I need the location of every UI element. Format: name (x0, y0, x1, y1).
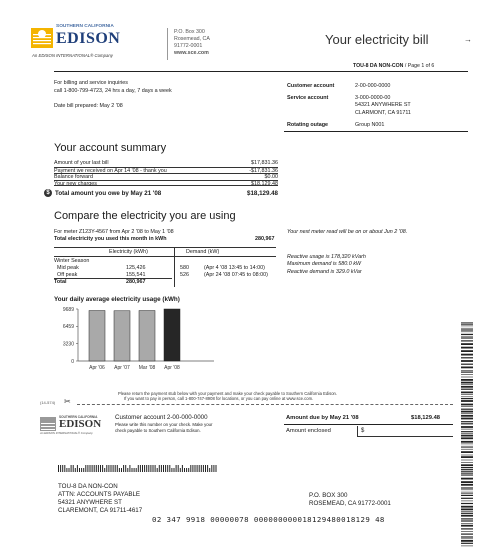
barcode-bar (461, 437, 473, 439)
barcode-bar (461, 332, 473, 333)
barcode-bar (176, 465, 177, 472)
summary-row-value: $0.00 (264, 174, 278, 180)
stub-note-line: check payable to Southern California Edison. (115, 427, 201, 433)
barcode-bar (157, 468, 158, 472)
barcode-bar (461, 513, 473, 514)
barcode-bar (461, 337, 473, 338)
barcode-bar (209, 468, 210, 472)
barcode-bar (461, 447, 473, 448)
date-prepared: Date bill prepared: May 2 '08 (54, 103, 123, 110)
usage-total-label: Total (54, 279, 67, 285)
amount-enclosed-field[interactable] (357, 426, 453, 437)
barcode-bar (461, 377, 473, 378)
barcode-bar (461, 435, 473, 437)
stub-customer-account: Customer account 2-00-000-0000 (115, 414, 208, 421)
barcode-bar (461, 523, 473, 524)
barcode-bar (461, 343, 473, 345)
barcode-bar (461, 501, 473, 502)
barcode-bar (461, 374, 473, 375)
barcode-bar (66, 468, 67, 472)
barcode-bar (69, 468, 70, 472)
barcode-bar (461, 421, 473, 422)
barcode-bar (461, 384, 473, 385)
barcode-bar (461, 471, 473, 472)
website-link[interactable]: www.sce.com (174, 49, 209, 56)
barcode-bar (79, 468, 80, 472)
barcode-bar (461, 444, 473, 445)
barcode-bar (90, 465, 91, 472)
summary-row-label: Payment we received on Apr 14 '08 - thank you (54, 167, 167, 174)
barcode-bar (461, 386, 473, 388)
x-tick-label: Apr '07 (114, 365, 130, 371)
header-rule (54, 71, 468, 72)
barcode-bar (461, 462, 473, 463)
address-line: Rosemead, CA (174, 35, 210, 42)
barcode-bar (197, 465, 198, 472)
stub-instruction: If you want to pay in person, call 1-800-747-8908 for locations, or you can pay online at www.sce.com. (124, 396, 314, 402)
meter-line: For meter Z123Y-4567 from Apr 2 '08 to May 1 '08 (54, 229, 174, 235)
barcode-bar (142, 465, 143, 472)
bar-2 (139, 311, 155, 361)
barcode-bar (71, 465, 72, 472)
barcode-bar (461, 446, 473, 447)
barcode-bar (461, 324, 473, 325)
barcode-bar (169, 465, 170, 472)
barcode-bar (461, 328, 473, 329)
barcode-bar (461, 426, 473, 428)
reactive-usage: Reactive usage is 178,320 kVarh (287, 254, 366, 260)
customer-account-value: 2-00-000-0000 (355, 83, 391, 89)
summary-row-value: $17,831.36 (251, 160, 278, 166)
barcode-bar (190, 465, 191, 472)
barcode-bar (461, 528, 473, 529)
barcode-bar (161, 465, 162, 472)
remit-block (309, 492, 391, 508)
barcode-bar (174, 468, 175, 472)
arrow-right-icon: → (464, 35, 472, 44)
usage-row-note: (Apr 4 '08 13:45 to 14:00) (204, 264, 265, 271)
barcode-bar (167, 465, 168, 472)
barcode-bar (121, 468, 122, 472)
barcode-bar (461, 326, 473, 327)
barcode-bar (136, 468, 137, 472)
barcode-bar (461, 415, 473, 417)
summary-total-value: $18,129.48 (247, 189, 278, 197)
barcode-bar (58, 465, 59, 472)
barcode-bar (85, 465, 86, 472)
barcode-bar (461, 536, 473, 537)
logo-wordmark: EDISON (56, 30, 121, 47)
barcode-bar (165, 465, 166, 472)
barcode-bar (203, 465, 204, 472)
barcode-bar (461, 379, 473, 381)
barcode-bar (461, 392, 473, 394)
barcode-bar (461, 509, 473, 511)
barcode-bar (171, 468, 172, 472)
barcode-bar (461, 433, 473, 434)
summary-heading: Your account summary (54, 142, 167, 154)
page-label: Page 1 of 6 (407, 63, 435, 69)
usage-heading: Compare the electricity you are using (54, 210, 236, 222)
usage-row-kw: 526 (180, 271, 189, 278)
barcode-bar (127, 468, 128, 472)
summary-row-label: Your new charges (54, 180, 97, 187)
barcode-bar (461, 469, 473, 470)
barcode-bar (461, 449, 473, 450)
summary-row-label: Amount of your last bill (54, 160, 109, 166)
barcode-bar (108, 465, 109, 472)
phone-line: call 1-800-799-4723, 24 hrs a day, 7 days a week (54, 87, 172, 94)
usage-total-value: 280,967 (126, 279, 146, 285)
barcode-bar (117, 465, 118, 472)
barcode-bar (461, 404, 473, 406)
usage-row-label: Off peak (57, 271, 78, 278)
rotating-outage-value: Group N001 (355, 122, 385, 128)
barcode-bar (461, 520, 473, 521)
y-tick-label: 0 (71, 358, 74, 365)
barcode-bar (461, 455, 473, 456)
table-total-rule (54, 278, 172, 279)
stub-instruction: Please return the payment stub below with your payment and make your check payable to Southern California Edison. (118, 391, 338, 396)
remit-line: ROSEMEAD, CA 91772-0001 (309, 500, 391, 508)
company-name: SOUTHERN CALIFORNIA (56, 24, 114, 29)
summary-total-label: Total amount you owe by May 21 '08 (55, 189, 162, 197)
tear-line (77, 404, 453, 405)
barcode-bar (461, 518, 473, 519)
billing-info (54, 80, 172, 111)
barcode-bar (184, 468, 185, 472)
usage-table (54, 247, 276, 293)
barcode-bar (461, 493, 473, 494)
barcode-bar (461, 357, 473, 358)
addressee-line: 54321 ANYWHERE ST (58, 499, 122, 507)
address-line: 91772-0001 (174, 42, 203, 49)
usage-row-kw: 580 (180, 264, 189, 271)
barcode-bar (461, 336, 473, 337)
barcode-bar (461, 525, 473, 527)
barcode-bar (211, 465, 212, 472)
barcode-bar (461, 487, 473, 488)
bill-title: Your electricity bill (325, 32, 429, 47)
rotating-outage-label: Rotating outage (287, 122, 329, 128)
barcode-bar (461, 367, 473, 369)
barcode-bar (129, 465, 130, 472)
reactive-info (287, 254, 366, 276)
barcode-bar (461, 484, 473, 486)
billing-inquiries: For billing and service inquiries (54, 80, 129, 86)
barcode-bar (461, 473, 473, 474)
barcode-bar (461, 515, 473, 517)
barcode-bar (461, 382, 473, 384)
barcode-bar (461, 400, 473, 402)
barcode-bar (163, 465, 164, 472)
y-tick-label: 6459 (62, 324, 74, 331)
barcode-bar (178, 465, 179, 472)
barcode-bar (73, 465, 74, 472)
barcode-bar (102, 465, 103, 472)
barcode-bar (461, 418, 473, 420)
edison-stub-logo-icon (40, 415, 56, 431)
barcode-bar (461, 546, 473, 547)
header-address (174, 29, 210, 57)
barcode-bar (461, 539, 473, 540)
summary-row-label: Balance forward (54, 174, 93, 180)
barcode-bar (192, 465, 193, 472)
barcode-bar (132, 468, 133, 472)
barcode-bar (461, 490, 473, 491)
usage-row-label: Mid peak (57, 264, 79, 271)
summary-row (54, 180, 278, 187)
barcode-bar (153, 465, 154, 472)
barcode-bar (461, 475, 473, 476)
barcode-bar (461, 389, 473, 390)
barcode-bar (199, 465, 200, 472)
barcode-bar (461, 534, 473, 535)
stub-company: SOUTHERN CALIFORNIA (59, 415, 98, 419)
barcode-bar (140, 465, 141, 472)
barcode-bar (75, 468, 76, 472)
barcode-bar (461, 322, 473, 323)
tagline: An EDISON INTERNATIONAL® Company (32, 53, 113, 58)
stub-note-line: Please write this number on your check. Make your (115, 422, 213, 427)
barcode-bar (461, 495, 473, 496)
barcode-bar (461, 498, 473, 499)
barcode-bar (461, 492, 473, 493)
barcode-bar (113, 465, 114, 472)
barcode-bar (461, 370, 473, 371)
barcode-bar (159, 465, 160, 472)
barcode-bar (461, 478, 473, 480)
col-electricity: Electricity (kWh) (109, 249, 148, 255)
addressee-line: ATTN: ACCOUNTS PAYABLE (58, 491, 141, 499)
barcode-bar (106, 465, 107, 472)
service-address: CLARMONT, CA 91711 (355, 109, 411, 116)
bar-0 (89, 311, 105, 361)
barcode-bar (461, 406, 473, 407)
season-label: Winter Season (54, 257, 90, 264)
stub-instructions (118, 391, 337, 402)
barcode-bar (150, 465, 151, 472)
barcode-bar (201, 465, 202, 472)
barcode-bar (62, 465, 63, 472)
barcode-bar (461, 531, 473, 532)
barcode-bar (461, 398, 473, 399)
barcode-bar (461, 456, 473, 458)
barcode-bar (461, 394, 473, 395)
barcode-bar (60, 465, 61, 472)
barcode-bar (461, 350, 473, 352)
barcode-bar (125, 465, 126, 472)
barcode-bar (461, 360, 473, 362)
summary-row-value: -$17,831.36 (249, 167, 278, 174)
service-account-value (355, 95, 411, 117)
barcode-bar (111, 465, 112, 472)
barcode-bar (119, 468, 120, 472)
barcode-bar (87, 465, 88, 472)
total-kwh-label: Total electricity you used this month in kWh (54, 236, 167, 242)
barcode-bar (461, 540, 473, 542)
side-barcode (461, 322, 473, 548)
amount-enclosed-dollar: $ (361, 428, 365, 434)
y-tick-label: 3230 (62, 341, 74, 348)
barcode-bar (461, 411, 473, 413)
barcode-bar (461, 431, 473, 432)
barcode-bar (182, 465, 183, 472)
service-address: 54321 ANYWHERE ST (355, 102, 411, 109)
barcode-bar (115, 465, 116, 472)
barcode-bar (148, 465, 149, 472)
addressee-line: TOU-8 DA NON-CON (58, 483, 118, 490)
remit-line: P.O. BOX 300 (309, 492, 348, 499)
barcode-bar (461, 409, 473, 410)
x-tick-label: Apr '08 (164, 365, 180, 371)
header-logo (31, 22, 141, 62)
barcode-bar (461, 413, 473, 414)
x-tick-label: Apr '06 (89, 365, 105, 371)
usage-row-note: (Apr 24 '08 07:45 to 08:00) (204, 271, 268, 278)
amount-due-value: $18,129.48 (411, 415, 441, 421)
barcode-bar (461, 441, 473, 443)
barcode-bar (195, 465, 196, 472)
bar-1 (114, 311, 130, 361)
barcode-bar (461, 543, 473, 544)
usage-row-kwh: 155,541 (126, 271, 146, 278)
amount-due-label: Amount due by May 21 '08 (286, 415, 359, 421)
stub-logo (40, 413, 102, 435)
customer-account-label: Customer account (287, 83, 335, 89)
summary-row-value: $18,129.48 (251, 180, 278, 187)
barcode-bar (213, 465, 214, 472)
barcode-bar (100, 465, 101, 472)
barcode-bar (146, 465, 147, 472)
barcode-bar (461, 340, 473, 341)
total-kwh-value: 280,967 (255, 236, 275, 242)
barcode-bar (461, 364, 473, 365)
barcode-bar (461, 506, 473, 508)
service-account-label: Service account (287, 95, 329, 101)
address-line: P.O. Box 300 (174, 29, 205, 35)
barcode-bar (92, 465, 93, 472)
barcode-bar (461, 334, 473, 335)
barcode-bar (461, 429, 473, 430)
account-name: TOU-8 DA NON-CON (353, 63, 404, 69)
barcode-bar (461, 347, 473, 349)
barcode-bar (461, 397, 473, 398)
barcode-bar (461, 503, 473, 504)
bar-3 (164, 309, 180, 361)
barcode-bar (461, 467, 473, 468)
table-top-rule (54, 247, 276, 248)
stub-note (115, 422, 212, 433)
barcode-bar (216, 465, 217, 472)
barcode-bar (96, 465, 97, 472)
usage-row-kwh: 125,426 (126, 264, 146, 271)
table-col-rule (174, 247, 175, 287)
barcode-bar (83, 468, 84, 472)
barcode-bar (461, 460, 473, 461)
barcode-bar (461, 511, 473, 512)
info-rule (284, 131, 468, 132)
chart-title: Your daily average electricity usage (kWh) (54, 296, 180, 303)
ocr-scanline: 02 347 9918 00000078 000000000018129480018129 48 (152, 515, 385, 524)
barcode-bar (186, 468, 187, 472)
stub-logo-word: EDISON (59, 418, 102, 430)
barcode-bar (144, 465, 145, 472)
barcode-bar (461, 354, 473, 356)
barcode-bar (207, 465, 208, 472)
barcode-bar (180, 468, 181, 472)
dollar-circle-icon: $ (44, 189, 52, 197)
summary-total-row (44, 189, 278, 198)
amount-enclosed-label: Amount enclosed (286, 428, 331, 434)
barcode-bar (461, 464, 473, 466)
addressee-block (58, 483, 142, 515)
barcode-bar (64, 465, 65, 472)
barcode-bar (155, 465, 156, 472)
barcode-bar (461, 451, 473, 453)
barcode-bar (98, 465, 99, 472)
addressee-line: CLAREMONT, CA 91711-4617 (58, 507, 143, 515)
header-divider (167, 28, 168, 60)
service-account-number: 3-000-0000-00 (355, 95, 391, 101)
maximum-demand: Maximum demand is 580.0 kW (287, 261, 361, 268)
barcode-bar (81, 468, 82, 472)
next-read-note: Your next meter read will be on or about Jun 2 '08. (287, 229, 408, 235)
page-indicator: TOU-8 DA NON-CON / Page 1 of 6 (353, 63, 435, 69)
barcode-bar (94, 465, 95, 472)
usage-bar-chart (54, 304, 234, 374)
barcode-bar (77, 465, 78, 472)
y-tick-label: 9689 (62, 306, 74, 313)
barcode-bar (138, 465, 139, 472)
barcode-bar (461, 481, 473, 483)
barcode-bar (461, 329, 473, 330)
amount-due-rule (284, 424, 453, 425)
barcode-bar (461, 372, 473, 373)
form-code: (14-574) (40, 400, 56, 405)
x-tick-label: Mar '08 (138, 365, 156, 371)
edison-sun-logo-icon (31, 24, 53, 48)
col-demand: Demand (kW) (186, 249, 220, 255)
summary-table (54, 160, 278, 186)
barcode-bar (188, 468, 189, 472)
barcode-bar (134, 468, 135, 472)
postal-barcode (58, 465, 218, 472)
barcode-bar (123, 465, 124, 472)
barcode-bar (461, 423, 473, 424)
scissors-icon: ✂ (64, 397, 71, 406)
barcode-bar (104, 468, 105, 472)
stub-tagline: An EDISON INTERNATIONAL® Company (40, 431, 93, 435)
barcode-bar (205, 465, 206, 472)
reactive-demand: Reactive demand is 329.0 kVar (287, 268, 362, 275)
